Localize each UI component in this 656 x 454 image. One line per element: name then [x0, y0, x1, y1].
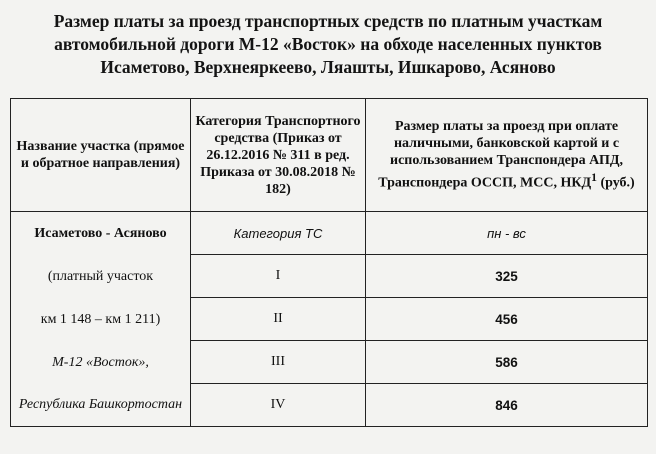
header-section-name: Название участка (прямое и обратное направления)	[11, 99, 191, 212]
tariff-table	[10, 98, 648, 427]
title-line-1: Размер платы за проезд транспортных средств по платным участкам	[53, 11, 603, 31]
table-header-row	[11, 99, 648, 212]
header-fee	[366, 99, 648, 212]
document-title	[0, 10, 656, 79]
header-fee-text: Размер платы за проезд при оплате наличными, банковской картой и с использованием Транспондера АПД, Транспондера ОССП, МСС, НКД	[378, 119, 623, 191]
table-row	[11, 255, 648, 298]
header-vehicle-category: Категория Транспортного средства (Приказ от 26.12.2016 № 311 в ред. Приказа от 30.08.2018 № 182)	[191, 99, 366, 212]
title-line-3: Исаметово, Верхнеяркеево, Ляашты, Ишкарово, Асяново	[100, 57, 556, 77]
fee-cell: 586	[366, 341, 648, 384]
header-fee-footnote-mark: 1	[591, 171, 597, 185]
category-cell: IV	[191, 384, 366, 427]
table-row	[11, 298, 648, 341]
title-line-2: автомобильной дороги М-12 «Восток» на обходе населенных пунктов	[54, 34, 602, 54]
fee-cell: 456	[366, 298, 648, 341]
subheader-category: Категория ТС	[191, 212, 366, 255]
fee-cell: 846	[366, 384, 648, 427]
section-name-cell: Исаметово - Асяново	[11, 212, 191, 255]
section-km-cell: км 1 148 – км 1 211)	[11, 298, 191, 341]
category-cell: II	[191, 298, 366, 341]
table-row	[11, 212, 648, 255]
section-region-cell: Республика Башкортостан	[11, 384, 191, 427]
subheader-days: пн - вс	[366, 212, 648, 255]
header-fee-unit: (руб.)	[596, 175, 635, 191]
table-row	[11, 341, 648, 384]
section-road-cell: М-12 «Восток»,	[11, 341, 191, 384]
fee-cell: 325	[366, 255, 648, 298]
section-note-cell: (платный участок	[11, 255, 191, 298]
category-cell: I	[191, 255, 366, 298]
table-row	[11, 384, 648, 427]
category-cell: III	[191, 341, 366, 384]
